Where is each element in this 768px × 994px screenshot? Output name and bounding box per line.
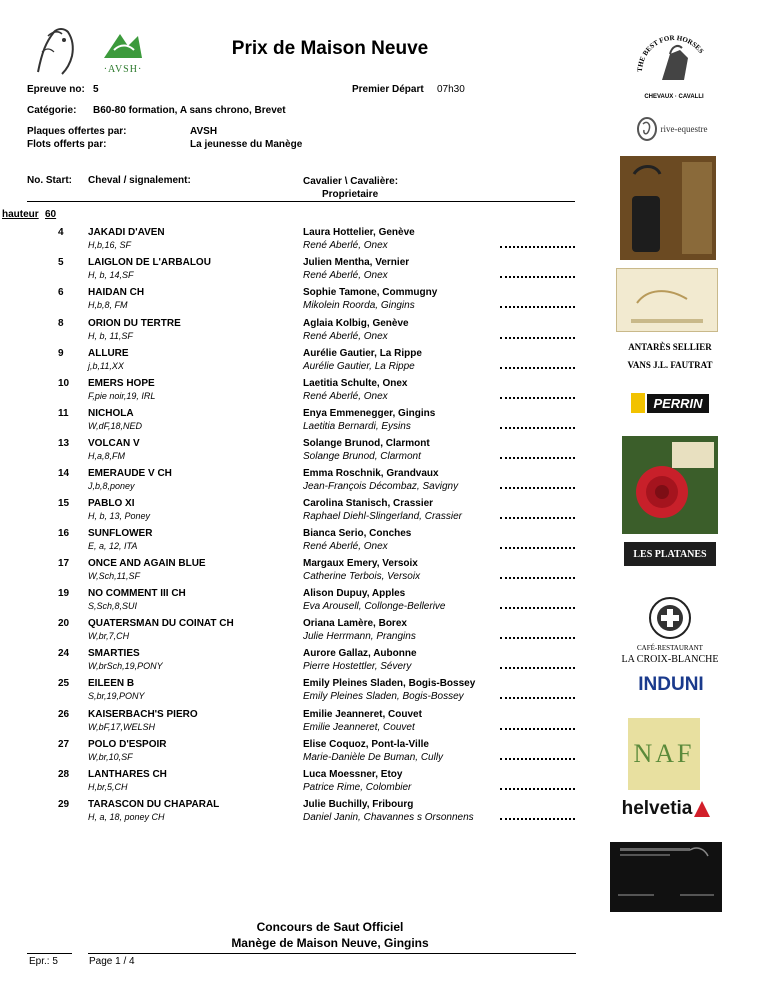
horse-signalement: E, a, 12, ITA (88, 541, 138, 551)
rider-name: Aurélie Gautier, La Rippe (303, 348, 422, 359)
horse-signalement: H,a,8,FM (88, 451, 126, 461)
flots-label: Flots offerts par: (27, 139, 107, 150)
table-row (0, 408, 600, 438)
table-row (0, 227, 600, 257)
result-dotted-line (500, 756, 575, 760)
categorie-value: B60-80 formation, A sans chrono, Brevet (93, 105, 286, 116)
horse-signalement: W,Sch,11,SF (88, 571, 141, 581)
horse-signalement: W,br,7,CH (88, 631, 130, 641)
table-row (0, 678, 600, 708)
rider-name: Laetitia Schulte, Onex (303, 378, 408, 389)
horse-signalement: H,b,8, FM (88, 300, 128, 310)
table-row (0, 618, 600, 648)
avsh-logo-text: ·AVSH· (103, 63, 143, 75)
rider-name: Laura Hottelier, Genève (303, 227, 415, 238)
start-number: 24 (58, 648, 70, 659)
owner-name: René Aberlé, Onex (303, 270, 388, 281)
horse-name: NICHOLA (88, 408, 134, 419)
naf-logo (628, 718, 700, 790)
antares-text: ANTARÈS SELLIER (628, 342, 712, 352)
footer-line1: Concours de Saut Officiel (256, 920, 404, 934)
start-number: 10 (58, 378, 70, 389)
horse-name: VOLCAN V (88, 438, 140, 449)
horse-signalement: S,br,19,PONY (88, 691, 145, 701)
rider-name: Bianca Serio, Conches (303, 528, 412, 539)
horse-signalement: W,bF,17,WELSH (88, 722, 156, 732)
rider-name: Emma Roschnik, Grandvaux (303, 468, 439, 479)
rider-name: Emilie Jeanneret, Couvet (303, 709, 422, 720)
horse-name: NO COMMENT III CH (88, 588, 186, 599)
rider-name: Julien Mentha, Vernier (303, 257, 410, 268)
epreuve-value: 5 (93, 84, 99, 95)
horse-signalement: W,dF,18,NED (88, 421, 143, 431)
col-cheval: Cheval / signalement: (88, 175, 191, 186)
table-row (0, 287, 600, 317)
start-number: 29 (58, 799, 70, 810)
horse-name: ORION DU TERTRE (88, 318, 181, 329)
chevaux-cavalli-text: CHEVAUX · CAVALLI (644, 94, 704, 100)
table-row (0, 438, 600, 468)
rider-name: Carolina Stanisch, Crassier (303, 498, 434, 509)
table-row (0, 468, 600, 498)
helvetia-logo (614, 794, 720, 824)
materiel-equitation-logo (616, 268, 718, 332)
table-row (0, 648, 600, 678)
result-dotted-line (500, 605, 575, 609)
start-number: 20 (58, 618, 70, 629)
result-dotted-line (500, 455, 575, 459)
best-for-horses-logo (628, 18, 720, 106)
horse-name: KAISERBACH'S PIERO (88, 709, 198, 720)
footer-page: Page 1 / 4 (89, 956, 135, 967)
horse-name: LANTHARES CH (88, 769, 167, 780)
rider-name: Aglaia Kolbig, Genève (303, 318, 409, 329)
vans-text: VANS J.L. FAUTRAT (627, 360, 713, 370)
horse-name: QUATERSMAN DU COINAT CH (88, 618, 234, 629)
result-dotted-line (500, 274, 575, 278)
horse-name: SMARTIES (88, 648, 140, 659)
helvetia-text: helvetia (621, 798, 693, 819)
result-dotted-line (500, 335, 575, 339)
plaques-label: Plaques offertes par: (27, 126, 127, 137)
owner-name: Raphael Diehl-Slingerland, Crassier (303, 511, 462, 522)
rider-name: Julie Buchilly, Fribourg (303, 799, 414, 810)
rider-name: Solange Brunod, Clarmont (303, 438, 430, 449)
header-divider (27, 201, 575, 202)
result-dotted-line (500, 635, 575, 639)
table-row (0, 378, 600, 408)
table-row (0, 799, 600, 829)
table-row (0, 739, 600, 769)
premier-depart-label: Premier Départ (352, 84, 424, 95)
antares-logo (624, 340, 716, 354)
start-number: 16 (58, 528, 70, 539)
result-dotted-line (500, 425, 575, 429)
start-number: 14 (58, 468, 70, 479)
horse-name: ONCE AND AGAIN BLUE (88, 558, 206, 569)
col-cavalier: Cavalier \ Cavalière: (303, 176, 399, 187)
horse-name: ALLURE (88, 348, 129, 359)
footer-divider (88, 953, 576, 954)
rose-sponsor-image (622, 436, 718, 534)
owner-name: René Aberlé, Onex (303, 541, 388, 552)
start-number: 8 (58, 318, 64, 329)
plaques-value: AVSH (190, 126, 218, 137)
page-title: Prix de Maison Neuve (231, 38, 429, 59)
horse-signalement: W,brSch,19,PONY (88, 661, 163, 671)
result-dotted-line (500, 304, 575, 308)
result-dotted-line (500, 244, 575, 248)
result-dotted-line (500, 485, 575, 489)
horse-signalement: F,pie noir,19, IRL (88, 391, 156, 401)
rider-name: Sophie Tamone, Commugny (303, 287, 438, 298)
horse-name: JAKADI D'AVEN (88, 227, 165, 238)
rider-name: Elise Coquoz, Pont-la-Ville (303, 739, 429, 750)
footer-line2: Manège de Maison Neuve, Gingins (231, 936, 429, 950)
sponsor-brown-poster (620, 156, 716, 260)
result-dotted-line (500, 365, 575, 369)
start-number: 27 (58, 739, 70, 750)
perrin-f-mark (631, 393, 645, 413)
epreuve-label: Epreuve no: (27, 84, 85, 95)
owner-name: Pierre Hostettler, Sévery (303, 661, 412, 672)
rider-name: Aurore Gallaz, Aubonne (303, 648, 417, 659)
result-dotted-line (500, 816, 575, 820)
section-value: 60 (45, 209, 57, 220)
table-row (0, 318, 600, 348)
col-no-start: No. Start: (27, 175, 72, 186)
start-number: 9 (58, 348, 64, 359)
result-dotted-line (500, 726, 575, 730)
start-number: 4 (58, 227, 64, 238)
horse-signalement: H, b, 11,SF (88, 331, 133, 341)
rive-equestre-logo (624, 114, 718, 144)
start-number: 17 (58, 558, 70, 569)
start-number: 11 (58, 408, 69, 419)
result-dotted-line (500, 786, 575, 790)
owner-name: Eva Arousell, Collonge-Bellerive (303, 601, 446, 612)
owner-name: Emilie Jeanneret, Couvet (303, 722, 415, 733)
owner-name: Marie-Danièle De Buman, Cully (303, 752, 444, 763)
start-number: 26 (58, 709, 70, 720)
result-dotted-line (500, 695, 575, 699)
rider-name: Emily Pleines Sladen, Bogis-Bossey (303, 678, 476, 689)
result-dotted-line (500, 545, 575, 549)
categorie-label: Catégorie: (27, 105, 77, 116)
owner-name: Laetitia Bernardi, Eysins (303, 421, 411, 432)
table-row (0, 558, 600, 588)
horse-name: EMERAUDE V CH (88, 468, 172, 479)
rider-name: Luca Moessner, Etoy (303, 769, 403, 780)
table-row (0, 709, 600, 739)
table-row (0, 257, 600, 287)
owner-name: René Aberlé, Onex (303, 391, 388, 402)
start-number: 25 (58, 678, 70, 689)
horse-signalement: S,Sch,8,SUI (88, 601, 138, 611)
croix-blanche-top: CAFÉ-RESTAURANT (637, 644, 703, 652)
start-number: 5 (58, 257, 64, 268)
horse-signalement: H, b, 14,SF (88, 270, 134, 280)
croix-blanche-text: LA CROIX-BLANCHE (621, 654, 719, 665)
owner-name: René Aberlé, Onex (303, 240, 388, 251)
table-row (0, 769, 600, 799)
footer-epreuve: Epr.: 5 (29, 956, 58, 967)
section-label: hauteur (2, 209, 39, 220)
horse-name: LAIGLON DE L'ARBALOU (88, 257, 211, 268)
table-row (0, 588, 600, 618)
horse-signalement: H, a, 18, poney CH (88, 812, 165, 822)
rive-equestre-text: rive-equestre (660, 124, 708, 134)
perrin-logo (624, 392, 716, 414)
horse-signalement: J,b,8,poney (88, 481, 135, 491)
horse-signalement: j,b,11,XX (88, 361, 124, 371)
naf-text: NAF (633, 739, 695, 768)
result-dotted-line (500, 575, 575, 579)
horse-name: POLO D'ESPOIR (88, 739, 167, 750)
horse-signalement: H, b, 13, Poney (88, 511, 151, 521)
owner-name: Catherine Terbois, Versoix (303, 571, 421, 582)
helvetia-triangle-icon (692, 799, 712, 819)
owner-name: Daniel Janin, Chavannes s Orsonnens (303, 812, 474, 823)
owner-name: Emily Pleines Sladen, Bogis-Bossey (303, 691, 464, 702)
result-dotted-line (500, 395, 575, 399)
start-number: 19 (58, 588, 70, 599)
premier-depart-value: 07h30 (437, 84, 465, 95)
horse-name: EILEEN B (88, 678, 135, 689)
start-number: 15 (58, 498, 70, 509)
horse-name: SUNFLOWER (88, 528, 153, 539)
owner-name: Julie Herrmann, Prangins (303, 631, 416, 642)
horse-name: EMERS HOPE (88, 378, 155, 389)
platanes-text: LES PLATANES (633, 548, 707, 560)
result-dotted-line (500, 515, 575, 519)
vans-logo (624, 358, 716, 372)
best-for-horses-text: THE BEST FOR HORSES (635, 33, 706, 73)
horse-signalement: H,br,5,CH (88, 782, 128, 792)
owner-name: Jean-François Décombaz, Savigny (303, 481, 459, 492)
induni-logo: INDUNI (638, 674, 704, 695)
footer-divider-short (27, 953, 72, 954)
flots-value: La jeunesse du Manège (190, 139, 303, 150)
rider-name: Enya Emmenegger, Gingins (303, 408, 436, 419)
owner-name: Patrice Rime, Colombier (303, 782, 412, 793)
owner-name: René Aberlé, Onex (303, 331, 388, 342)
croix-blanche-emblem (640, 594, 700, 642)
horse-name: TARASCON DU CHAPARAL (88, 799, 220, 810)
perrin-text: PERRIN (647, 394, 708, 413)
table-row (0, 498, 600, 528)
owner-name: Solange Brunod, Clarmont (303, 451, 421, 462)
horse-signalement: H,b,16, SF (88, 240, 132, 250)
start-number: 13 (58, 438, 70, 449)
horse-name: HAIDAN CH (88, 287, 145, 298)
col-proprietaire: Proprietaire (322, 189, 379, 200)
owner-name: Aurélie Gautier, La Rippe (303, 361, 415, 372)
black-sponsor-card (610, 842, 722, 912)
owner-name: Mikolein Roorda, Gingins (303, 300, 415, 311)
start-number: 6 (58, 287, 64, 298)
start-number: 28 (58, 769, 70, 780)
table-row (0, 528, 600, 558)
result-dotted-line (500, 665, 575, 669)
platanes-logo (624, 542, 716, 566)
rider-name: Margaux Emery, Versoix (303, 558, 418, 569)
rider-name: Oriana Lamère, Borex (303, 618, 407, 629)
horse-name: PABLO XI (88, 498, 135, 509)
rider-name: Alison Dupuy, Apples (303, 588, 406, 599)
table-row (0, 348, 600, 378)
horse-signalement: W,br,10,SF (88, 752, 133, 762)
